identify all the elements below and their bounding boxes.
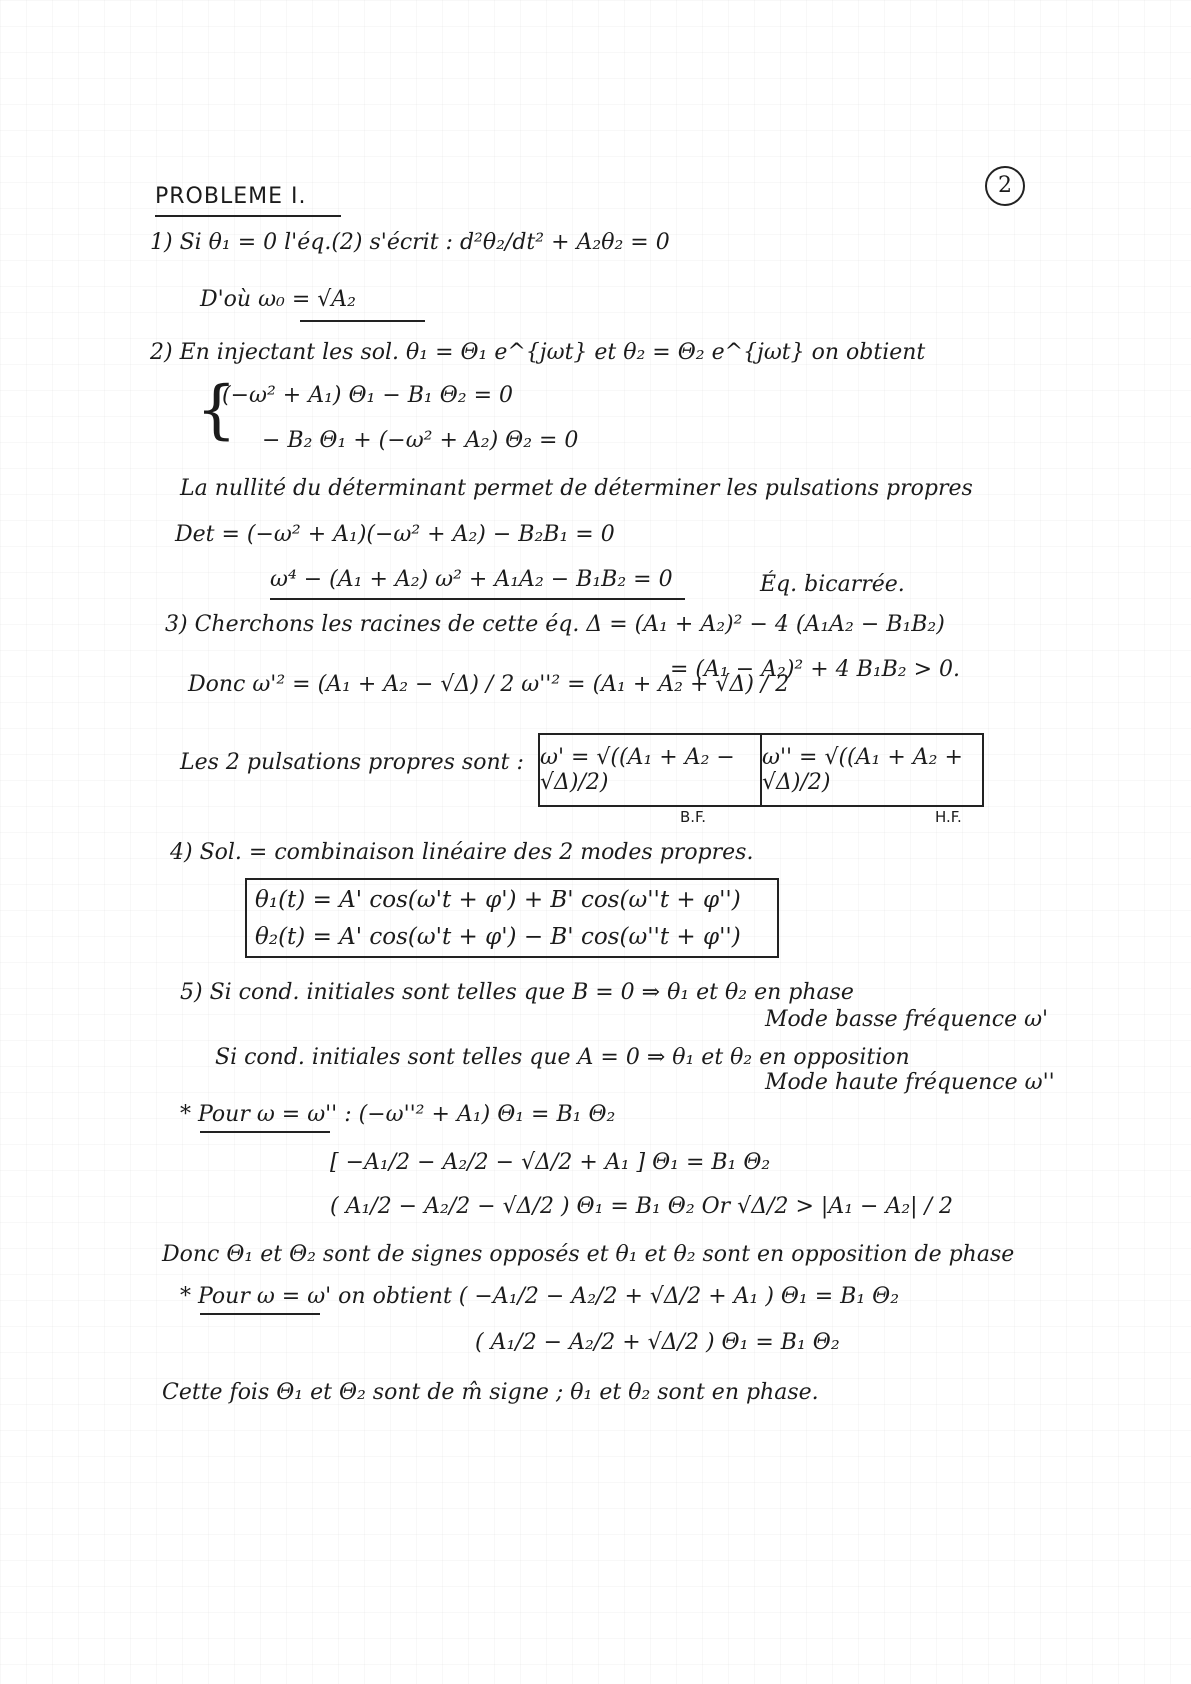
- biquadratic-label: Éq. bicarrée.: [760, 572, 905, 597]
- system-brace: {: [196, 373, 237, 447]
- line-opposition-conclusion: Donc Θ₁ et Θ₂ sont de signes opposés et θ₁ et θ₂ sont en opposition de phase: [162, 1242, 1015, 1267]
- line-delta-positive: = (A₁ − A₂)² + 4 B₁B₂ > 0.: [670, 657, 961, 682]
- solution-box: [245, 878, 779, 958]
- line-part5-a0: Si cond. initiales sont telles que A = 0 ⇒ θ₁ et θ₂ en opposition: [215, 1045, 910, 1070]
- omega0-underline: [300, 320, 425, 322]
- page-title: PROBLEME I.: [155, 184, 307, 209]
- system-eq1: (−ω² + A₁) Θ₁ − B₁ Θ₂ = 0: [222, 383, 514, 408]
- line-determinant-text: La nullité du déterminant permet de déterminer les pulsations propres: [180, 476, 973, 501]
- case-low-underline: [200, 1313, 320, 1315]
- line-biquadratic: ω⁴ − (A₁ + A₂) ω² + A₁A₂ − B₁B₂ = 0: [270, 567, 673, 592]
- line-omega0: D'où ω₀ = √A₂: [200, 287, 356, 312]
- pulsations-box: [538, 733, 984, 807]
- line-part2: 2) En injectant les sol. θ₁ = Θ₁ e^{jωt} et θ₂ = Θ₂ e^{jωt} on obtient: [150, 340, 926, 365]
- line-case-high-step1: [ −A₁/2 − A₂/2 − √Δ/2 + A₁ ] Θ₁ = B₁ Θ₂: [330, 1150, 771, 1175]
- line-pulsations-text: Les 2 pulsations propres sont :: [180, 750, 524, 775]
- high-frequency-tag: H.F.: [935, 808, 962, 826]
- line-roots: Donc ω'² = (A₁ + A₂ − √Δ) / 2 ω''² = (A₁ + A₂ + √Δ) / 2: [188, 672, 790, 697]
- solution-theta2: θ₂(t) = A' cos(ω't + φ') − B' cos(ω''t + φ''): [255, 924, 741, 950]
- line-case-low: * Pour ω = ω' on obtient ( −A₁/2 − A₂/2 + √Δ/2 + A₁ ) Θ₁ = B₁ Θ₂: [180, 1284, 900, 1309]
- low-frequency-tag: B.F.: [680, 808, 707, 826]
- system-eq2: − B₂ Θ₁ + (−ω² + A₂) Θ₂ = 0: [262, 428, 579, 453]
- line-case-low-step: ( A₁/2 − A₂/2 + √Δ/2 ) Θ₁ = B₁ Θ₂: [475, 1330, 840, 1355]
- title-underline: [155, 215, 341, 217]
- line-case-high: * Pour ω = ω'' : (−ω''² + A₁) Θ₁ = B₁ Θ₂: [180, 1102, 616, 1127]
- omega-double-prime-cell: ω'' = √((A₁ + A₂ + √Δ)/2): [760, 735, 982, 805]
- line-phase-conclusion: Cette fois Θ₁ et Θ₂ sont de m̂ signe ; θ₁ et θ₂ sont en phase.: [162, 1380, 819, 1405]
- line-high-mode: Mode haute fréquence ω'': [765, 1070, 1055, 1095]
- omega-prime-cell: ω' = √((A₁ + A₂ − √Δ)/2): [540, 745, 735, 795]
- line-part5-b0: 5) Si cond. initiales sont telles que B = 0 ⇒ θ₁ et θ₂ en phase: [180, 980, 854, 1005]
- line-low-mode: Mode basse fréquence ω': [765, 1007, 1049, 1032]
- line-part1: 1) Si θ₁ = 0 l'éq.(2) s'écrit : d²θ₂/dt² + A₂θ₂ = 0: [150, 230, 670, 255]
- case-high-underline: [200, 1131, 330, 1133]
- line-case-high-step2: ( A₁/2 − A₂/2 − √Δ/2 ) Θ₁ = B₁ Θ₂ Or √Δ/2 > |A₁ − A₂| / 2: [330, 1194, 953, 1219]
- page-number: 2: [985, 166, 1025, 206]
- solution-theta1: θ₁(t) = A' cos(ω't + φ') + B' cos(ω''t + φ''): [255, 887, 741, 913]
- line-part3: 3) Cherchons les racines de cette éq. Δ = (A₁ + A₂)² − 4 (A₁A₂ − B₁B₂): [165, 612, 945, 637]
- line-det: Det = (−ω² + A₁)(−ω² + A₂) − B₂B₁ = 0: [175, 522, 615, 547]
- line-part4: 4) Sol. = combinaison linéaire des 2 modes propres.: [170, 840, 754, 865]
- biquadratic-underline: [270, 598, 685, 600]
